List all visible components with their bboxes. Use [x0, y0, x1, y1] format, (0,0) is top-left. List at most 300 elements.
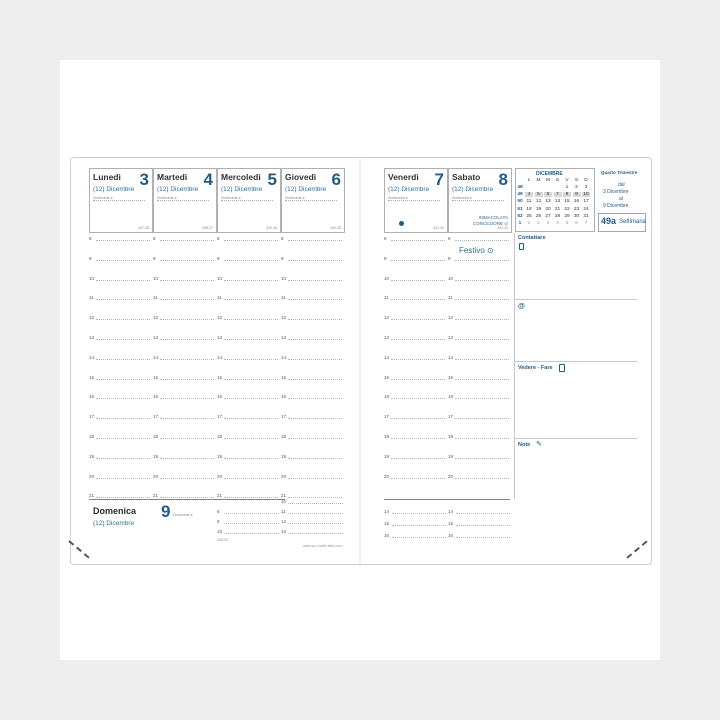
hour-label: 12 — [153, 315, 159, 321]
hour-line[interactable] — [288, 478, 342, 479]
hour-label: 16 — [384, 394, 390, 400]
hour-label: 20 — [384, 473, 390, 479]
hour-line[interactable] — [288, 379, 342, 380]
new-moon-dot — [399, 221, 404, 226]
hour-label: 21 — [217, 493, 223, 499]
day-name: Giovedì — [285, 172, 317, 182]
hour-line[interactable] — [456, 513, 510, 514]
calendar-day: 20 — [545, 206, 551, 212]
hour-line[interactable] — [391, 418, 445, 419]
hour-label: 11 — [281, 509, 286, 514]
calendar-day: 29 — [564, 213, 570, 219]
hour-line[interactable] — [455, 240, 509, 241]
day-month: (12) Dicembre — [221, 186, 263, 193]
calendar-day: 4 — [525, 192, 533, 197]
hour-label: 11 — [153, 295, 158, 301]
hour-label: 18 — [281, 434, 287, 439]
calendar-day: 24 — [583, 206, 589, 212]
calendar-week: 51 — [517, 206, 523, 212]
hour-label: 13 — [384, 335, 390, 340]
hour-line[interactable] — [160, 280, 214, 281]
hour-line[interactable] — [224, 438, 278, 439]
hour-line[interactable] — [455, 299, 509, 300]
hour-line[interactable] — [455, 379, 509, 380]
sunday-code: 343-22 — [217, 538, 228, 542]
holiday-note: IMMACOLATA — [478, 215, 508, 220]
hour-line[interactable] — [224, 339, 278, 340]
hour-label: 16 — [448, 533, 454, 538]
quarter-l1: dal — [618, 182, 625, 188]
calendar-day: 1 — [527, 221, 531, 226]
hour-label: 8 — [217, 509, 220, 514]
calendar-week: 48 — [517, 185, 523, 190]
sunday-name: Domenica — [93, 506, 137, 516]
hour-label: 18 — [153, 434, 159, 439]
hour-label: 16 — [384, 533, 390, 538]
festivo-label: Festivo ⊙ — [459, 246, 494, 255]
hour-line[interactable] — [456, 525, 510, 526]
calendar-day: 5 — [565, 221, 569, 226]
day-number: 8 — [498, 170, 508, 189]
hour-label: 9 — [89, 255, 92, 261]
see-do-label: Vedere - Fare — [518, 365, 553, 371]
quarter-l3: al — [619, 196, 623, 202]
day-number: 6 — [331, 170, 341, 189]
hour-line[interactable] — [96, 418, 150, 419]
hour-line[interactable] — [96, 398, 150, 399]
hour-line[interactable] — [160, 478, 214, 479]
calendar-day: 13 — [545, 199, 551, 205]
calendar-day: 3 — [584, 185, 588, 190]
calendar-day: 18 — [526, 206, 532, 212]
day-month: (12) Dicembre — [157, 186, 199, 193]
product-background — [60, 60, 660, 660]
day-name: Sabato — [452, 172, 481, 182]
hour-line[interactable] — [391, 339, 445, 340]
hour-label: 9 — [217, 519, 220, 524]
hour-label: 9 — [281, 255, 284, 261]
hour-label: 17 — [217, 414, 223, 420]
hour-label: 8 — [89, 236, 92, 241]
hour-line[interactable] — [160, 339, 214, 340]
calendar-day: 9 — [573, 192, 581, 197]
hour-label: 11 — [448, 295, 453, 301]
hour-label: 19 — [448, 453, 454, 459]
hour-label: 10 — [384, 275, 390, 281]
hour-line[interactable] — [96, 260, 150, 261]
day-name: Lunedì — [93, 172, 121, 182]
hour-line[interactable] — [288, 523, 343, 524]
calendar-day: 3 — [546, 221, 550, 226]
spine — [359, 158, 361, 564]
hour-label: 17 — [384, 414, 390, 420]
hour-line[interactable] — [224, 398, 278, 399]
hour-line[interactable] — [391, 319, 445, 320]
day-code: 340-25 — [330, 226, 341, 230]
hour-label: 16 — [217, 394, 223, 400]
notes-label: Note — [518, 442, 531, 448]
hour-label: 12 — [281, 315, 287, 321]
hour-label: 17 — [153, 414, 159, 420]
hour-label: 13 — [153, 335, 159, 340]
hour-label: 10 — [217, 529, 223, 534]
day-code: 337-28 — [138, 226, 149, 230]
hour-line[interactable] — [96, 339, 150, 340]
hour-label: 15 — [448, 374, 454, 380]
calendar-day: 15 — [564, 199, 570, 205]
sunday-num: 9 — [161, 502, 171, 521]
hour-line[interactable] — [391, 458, 445, 459]
hour-label: 14 — [281, 354, 287, 360]
dominant-line: Dominante ♦ — [221, 196, 273, 201]
sunday-divider — [384, 499, 510, 500]
hour-line[interactable] — [96, 280, 150, 281]
hour-label: 17 — [281, 414, 287, 420]
hour-line[interactable] — [391, 438, 445, 439]
planner-spread — [70, 157, 652, 565]
calendar-day: 6 — [575, 221, 578, 226]
hour-line[interactable] — [288, 458, 342, 459]
hour-line[interactable] — [160, 438, 214, 439]
hour-line[interactable] — [456, 537, 510, 538]
hour-label: 9 — [217, 255, 220, 261]
calendar-day: 27 — [545, 213, 551, 219]
calendar-dow: D — [584, 178, 588, 183]
day-number: 7 — [434, 170, 444, 189]
bag-icon — [559, 364, 565, 372]
calendar-day: 12 — [535, 199, 542, 205]
hour-line[interactable] — [160, 299, 214, 300]
hour-line[interactable] — [160, 458, 214, 459]
day-code: 342-23 — [497, 226, 508, 230]
footer-url: www.quo-vadis-italia.com — [303, 544, 343, 548]
calendar-day: 26 — [535, 213, 542, 219]
hour-label: 9 — [153, 255, 156, 261]
hour-line[interactable] — [288, 280, 342, 281]
hour-label: 20 — [281, 473, 287, 479]
hour-label: 18 — [384, 434, 390, 439]
day-header — [448, 168, 512, 233]
hour-label: 8 — [384, 236, 387, 241]
contact-label: Contattare — [518, 235, 546, 241]
hour-label: 20 — [89, 473, 95, 479]
hour-line[interactable] — [288, 339, 342, 340]
hour-line[interactable] — [391, 240, 445, 241]
hour-label: 13 — [217, 335, 223, 340]
hour-label: 13 — [448, 335, 454, 340]
hour-line[interactable] — [288, 260, 342, 261]
hour-line[interactable] — [224, 299, 278, 300]
right-column — [514, 233, 650, 499]
hour-line[interactable] — [455, 359, 509, 360]
calendar-day: 17 — [583, 199, 589, 205]
hour-label: 11 — [217, 295, 222, 301]
hour-line[interactable] — [160, 398, 214, 399]
hour-line[interactable] — [455, 260, 509, 261]
quarter-l2: 3 Dicembre — [603, 189, 629, 195]
calendar-day: 6 — [544, 192, 552, 197]
calendar-week: 50 — [517, 199, 523, 205]
hour-label: 13 — [281, 335, 287, 340]
hour-label: 19 — [217, 453, 223, 459]
calendar-day: 2 — [537, 221, 540, 226]
hour-line[interactable] — [224, 379, 278, 380]
hour-label: 15 — [89, 374, 95, 380]
dominant-line: Dominante ♦ — [285, 196, 337, 201]
day-number: 5 — [267, 170, 277, 189]
hour-label: 8 — [217, 236, 220, 241]
corner-left — [68, 540, 89, 558]
hour-line[interactable] — [160, 418, 214, 419]
hour-line[interactable] — [288, 497, 342, 498]
hour-line[interactable] — [96, 438, 150, 439]
hour-label: 8 — [448, 236, 451, 241]
hour-line[interactable] — [160, 240, 214, 241]
hour-label: 16 — [281, 394, 287, 400]
hour-label: 11 — [89, 295, 94, 301]
hour-line[interactable] — [160, 260, 214, 261]
hour-label: 10 — [153, 275, 159, 281]
hour-line[interactable] — [224, 260, 278, 261]
calendar-day: 10 — [583, 192, 589, 198]
hour-line[interactable] — [288, 438, 342, 439]
hour-label: 14 — [448, 354, 454, 360]
hour-line[interactable] — [96, 299, 150, 300]
hour-label: 18 — [217, 434, 223, 439]
hour-line[interactable] — [96, 458, 150, 459]
calendar-day: 7 — [584, 221, 588, 226]
hour-line[interactable] — [288, 299, 342, 300]
hour-label: 14 — [153, 354, 159, 360]
calendar-day: 1 — [565, 185, 569, 190]
hour-line[interactable] — [455, 458, 509, 459]
hour-label: 13 — [89, 335, 95, 340]
calendar-dow: M — [546, 178, 550, 183]
hour-label: 15 — [384, 374, 390, 380]
hour-line[interactable] — [288, 503, 343, 504]
corner-right — [626, 541, 647, 559]
hour-label: 20 — [448, 473, 454, 479]
calendar-dow: S — [574, 178, 579, 183]
hour-label: 12 — [89, 315, 95, 321]
hour-line[interactable] — [391, 299, 445, 300]
calendar-day: 7 — [554, 192, 562, 197]
day-month: (12) Dicembre — [388, 186, 430, 193]
hour-line[interactable] — [391, 280, 445, 281]
hour-line[interactable] — [392, 537, 446, 538]
calendar-month: DICEMBRE — [536, 171, 563, 177]
hour-label: 9 — [384, 255, 387, 261]
hour-label: 20 — [217, 473, 223, 479]
hour-label: 19 — [153, 453, 159, 459]
week-box — [598, 213, 646, 232]
hour-label: 14 — [217, 354, 223, 360]
day-code: 339-26 — [266, 226, 277, 230]
hour-label: 10 — [217, 275, 223, 281]
hour-line[interactable] — [96, 319, 150, 320]
calendar-day: 28 — [554, 213, 561, 219]
week-number: 49a — [601, 216, 617, 226]
day-code: 341-24 — [433, 226, 444, 230]
hour-label: 19 — [384, 453, 390, 459]
hour-line[interactable] — [160, 379, 214, 380]
calendar-dow: V — [565, 178, 569, 183]
week-label: Settimana — [619, 219, 647, 225]
day-month: (12) Dicembre — [285, 186, 327, 193]
calendar-day: 4 — [556, 221, 559, 226]
day-month: (12) Dicembre — [93, 186, 135, 193]
hour-label: 11 — [384, 295, 389, 301]
hour-line[interactable] — [288, 319, 342, 320]
hour-label: 10 — [89, 275, 95, 281]
hour-line[interactable] — [96, 379, 150, 380]
hour-line[interactable] — [455, 339, 509, 340]
calendar-day: 2 — [575, 185, 578, 190]
hour-label: 17 — [89, 414, 95, 420]
hour-label: 11 — [281, 295, 286, 301]
hour-line[interactable] — [224, 319, 278, 320]
email-label: @ — [518, 303, 525, 310]
day-header — [217, 168, 281, 233]
hour-line[interactable] — [224, 458, 278, 459]
divider — [515, 361, 637, 362]
hour-label: 14 — [448, 509, 454, 514]
sunday-dom: Dominante ♦ — [173, 513, 193, 517]
calendar-dow: L — [527, 178, 531, 183]
hour-label: 15 — [281, 374, 287, 380]
calendar-week: 1 — [518, 221, 522, 226]
hour-line[interactable] — [455, 478, 509, 479]
hour-line[interactable] — [391, 359, 445, 360]
calendar-day: 11 — [526, 199, 532, 205]
hour-label: 18 — [448, 434, 454, 439]
hour-label: 14 — [384, 509, 390, 514]
hour-label: 14 — [384, 354, 390, 360]
day-number: 3 — [139, 170, 149, 189]
holiday-note: CONCEZIONE ⊙ — [472, 221, 508, 226]
dominant-line: Dominante ♦ — [388, 196, 440, 201]
day-code: 338-27 — [202, 226, 213, 230]
hour-line[interactable] — [392, 513, 446, 514]
hour-label: 12 — [448, 315, 454, 321]
hour-line[interactable] — [224, 359, 278, 360]
day-name: Martedì — [157, 172, 188, 182]
hour-label: 16 — [448, 394, 454, 400]
calendar-day: 22 — [564, 206, 570, 212]
hour-line[interactable] — [288, 359, 342, 360]
hour-label: 19 — [281, 453, 287, 459]
hour-line[interactable] — [288, 513, 343, 514]
day-header — [153, 168, 217, 233]
calendar-day: 8 — [563, 192, 571, 197]
day-name: Mercoledì — [221, 172, 261, 182]
pencil-icon: ✎ — [536, 441, 542, 448]
hour-label: 12 — [281, 519, 287, 524]
hour-line[interactable] — [455, 280, 509, 281]
hour-line[interactable] — [288, 398, 342, 399]
calendar-day: 14 — [554, 199, 561, 205]
calendar-day: 31 — [583, 213, 589, 219]
hour-label: 15 — [448, 521, 454, 526]
hour-line[interactable] — [288, 240, 342, 241]
divider — [515, 438, 637, 439]
hour-line[interactable] — [96, 478, 150, 479]
hour-label: 21 — [89, 493, 95, 499]
calendar-week: 49 — [517, 192, 523, 198]
day-header — [384, 168, 448, 233]
day-header — [281, 168, 345, 233]
calendar-day: 5 — [535, 192, 543, 197]
hour-label: 10 — [281, 275, 287, 281]
hour-label: 17 — [448, 414, 454, 420]
hour-line[interactable] — [224, 280, 278, 281]
day-name: Venerdì — [388, 172, 419, 182]
hour-line[interactable] — [455, 319, 509, 320]
sunday-box — [89, 499, 285, 542]
hour-label: 21 — [153, 493, 159, 499]
dominant-line: Dominante ♦ — [157, 196, 209, 201]
calendar-dow: G — [555, 178, 560, 183]
dominant-line: Dominante ♦ — [452, 196, 504, 201]
hour-line[interactable] — [96, 359, 150, 360]
divider — [515, 299, 637, 300]
hour-label: 10 — [448, 275, 454, 281]
hour-line[interactable] — [160, 319, 214, 320]
hour-line[interactable] — [224, 240, 278, 241]
hour-label: 20 — [153, 473, 159, 479]
hour-label: 10 — [281, 499, 287, 504]
hour-line[interactable] — [224, 418, 278, 419]
hour-line[interactable] — [288, 418, 342, 419]
calendar-day: 25 — [526, 213, 532, 219]
hour-line[interactable] — [96, 240, 150, 241]
hour-label: 9 — [448, 255, 451, 261]
hour-line[interactable] — [455, 438, 509, 439]
hour-label: 15 — [153, 374, 159, 380]
hour-line[interactable] — [391, 379, 445, 380]
day-month: (12) Dicembre — [452, 186, 494, 193]
hour-line[interactable] — [391, 398, 445, 399]
hour-label: 8 — [281, 236, 284, 241]
quarter-l4: 9 Dicembre — [603, 203, 629, 209]
quarter-title: Quarto Trimestre — [601, 170, 638, 175]
hour-line[interactable] — [288, 533, 343, 534]
hour-line[interactable] — [455, 418, 509, 419]
hour-label: 12 — [384, 315, 390, 321]
calendar-day: 21 — [554, 206, 561, 212]
hour-line[interactable] — [455, 398, 509, 399]
calendar-day: 30 — [573, 213, 580, 219]
day-number: 4 — [203, 170, 213, 189]
hour-label: 18 — [89, 434, 95, 439]
hour-line[interactable] — [391, 478, 445, 479]
hour-label: 8 — [153, 236, 156, 241]
day-header — [89, 168, 153, 233]
hour-label: 21 — [281, 493, 287, 499]
hour-line[interactable] — [391, 260, 445, 261]
hour-line[interactable] — [160, 359, 214, 360]
hour-label: 16 — [153, 394, 159, 400]
sunday-sub: (12) Dicembre — [93, 520, 135, 527]
calendar-day: 19 — [535, 206, 542, 212]
hour-line[interactable] — [224, 478, 278, 479]
hour-line[interactable] — [392, 525, 446, 526]
hour-label: 15 — [217, 374, 223, 380]
hour-label: 14 — [89, 354, 95, 360]
mini-calendar — [515, 168, 595, 232]
calendar-week: 52 — [517, 213, 523, 219]
hour-label: 12 — [217, 315, 223, 321]
